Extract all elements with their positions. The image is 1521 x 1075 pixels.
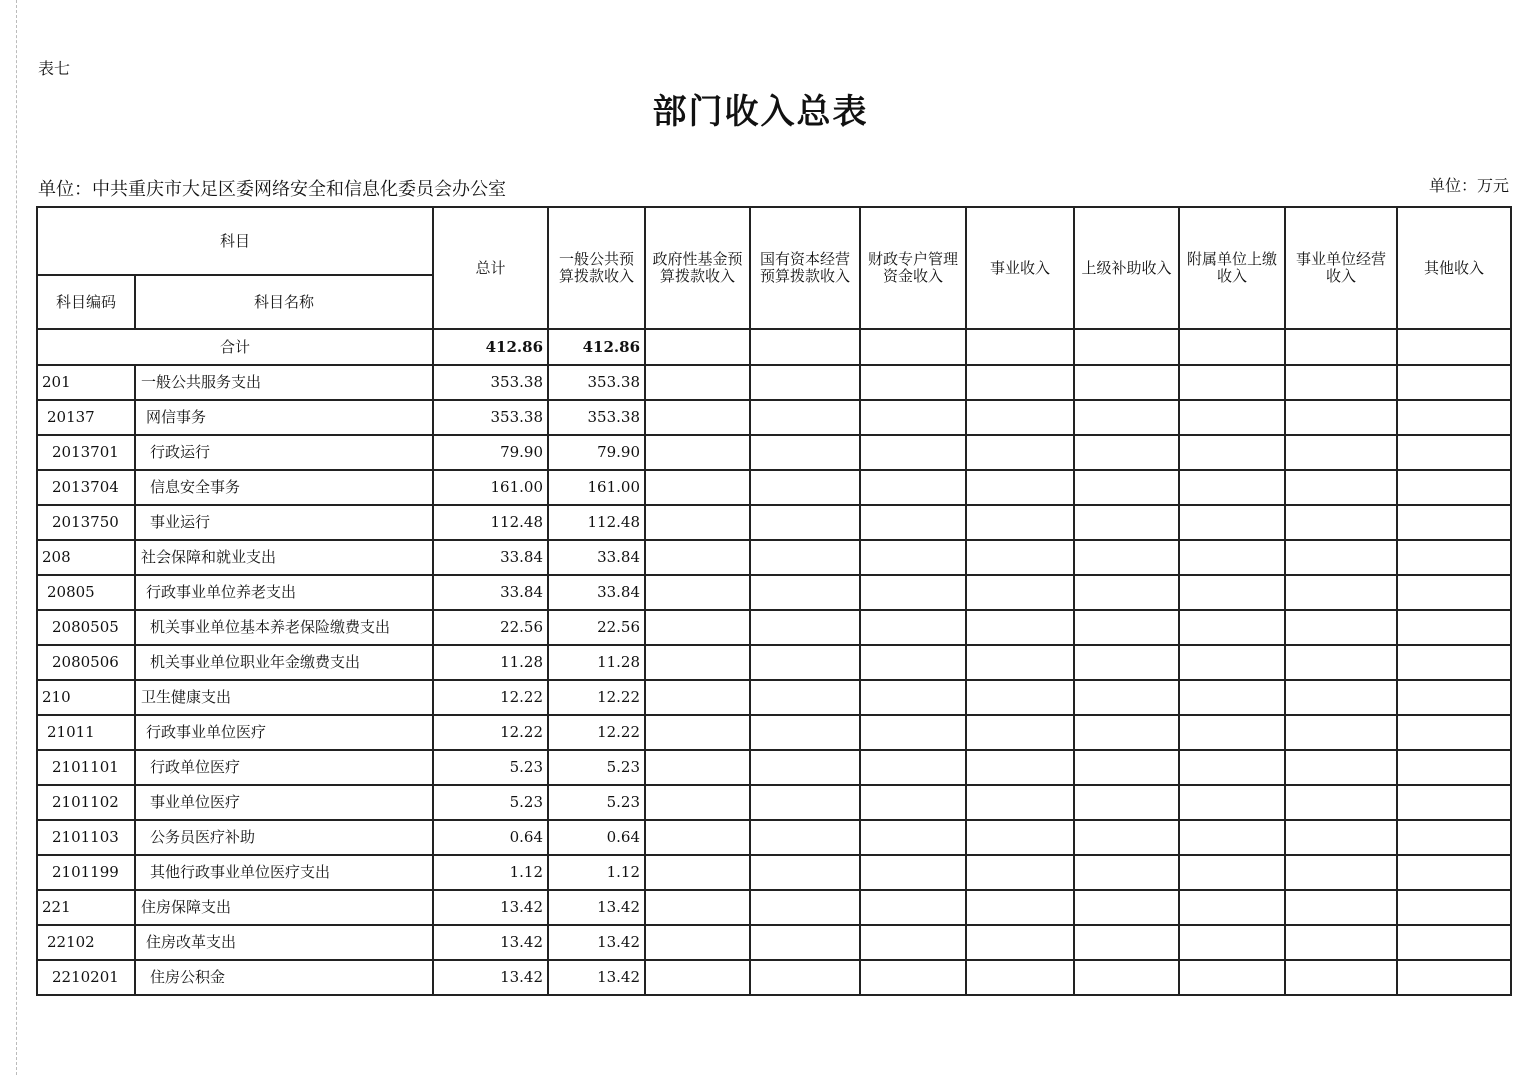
empty-cell xyxy=(1074,960,1179,995)
empty-cell xyxy=(645,610,750,645)
empty-cell xyxy=(645,645,750,680)
empty-cell xyxy=(645,750,750,785)
empty-cell xyxy=(1397,820,1511,855)
empty-cell xyxy=(750,610,860,645)
amount-total: 13.42 xyxy=(433,960,548,995)
empty-cell xyxy=(645,400,750,435)
empty-cell xyxy=(1285,365,1397,400)
empty-cell xyxy=(1397,925,1511,960)
empty-cell xyxy=(1285,329,1397,365)
empty-cell xyxy=(1179,750,1285,785)
empty-cell xyxy=(1074,435,1179,470)
empty-cell xyxy=(1397,435,1511,470)
empty-cell xyxy=(966,540,1074,575)
amount-total: 353.38 xyxy=(433,400,548,435)
amount-general-budget: 33.84 xyxy=(548,540,645,575)
subject-code: 2080505 xyxy=(37,610,135,645)
amount-general-budget: 13.42 xyxy=(548,925,645,960)
empty-cell xyxy=(645,435,750,470)
empty-cell xyxy=(966,365,1074,400)
empty-cell xyxy=(860,820,966,855)
amount-total: 12.22 xyxy=(433,715,548,750)
empty-cell xyxy=(966,715,1074,750)
subject-code: 22102 xyxy=(37,925,135,960)
empty-cell xyxy=(750,715,860,750)
subject-code: 20137 xyxy=(37,400,135,435)
empty-cell xyxy=(966,645,1074,680)
empty-cell xyxy=(1397,960,1511,995)
subject-code: 201 xyxy=(37,365,135,400)
table-row xyxy=(37,470,1511,505)
empty-cell xyxy=(1074,820,1179,855)
empty-cell xyxy=(1397,750,1511,785)
empty-cell xyxy=(966,505,1074,540)
subject-name: 事业单位医疗 xyxy=(135,785,433,820)
subject-name: 行政事业单位医疗 xyxy=(135,715,433,750)
subject-name: 卫生健康支出 xyxy=(135,680,433,715)
header-gov-fund: 政府性基金预算拨款收入 xyxy=(645,207,750,329)
empty-cell xyxy=(1074,680,1179,715)
subject-code: 2101101 xyxy=(37,750,135,785)
unit-organization: 单位：中共重庆市大足区委网络安全和信息化委员会办公室 xyxy=(38,179,506,200)
empty-cell xyxy=(750,470,860,505)
binding-margin-line xyxy=(16,0,17,1075)
header-name: 科目名称 xyxy=(135,275,433,329)
empty-cell xyxy=(750,365,860,400)
empty-cell xyxy=(860,925,966,960)
empty-cell xyxy=(1074,575,1179,610)
subject-code: 208 xyxy=(37,540,135,575)
table-row xyxy=(37,715,1511,750)
subject-name: 网信事务 xyxy=(135,400,433,435)
empty-cell xyxy=(645,890,750,925)
amount-general-budget: 5.23 xyxy=(548,785,645,820)
empty-cell xyxy=(966,435,1074,470)
empty-cell xyxy=(645,470,750,505)
empty-cell xyxy=(750,575,860,610)
header-total: 总计 xyxy=(433,207,548,329)
table-row xyxy=(37,505,1511,540)
empty-cell xyxy=(860,890,966,925)
empty-cell xyxy=(750,925,860,960)
amount-total: 79.90 xyxy=(433,435,548,470)
empty-cell xyxy=(860,960,966,995)
empty-cell xyxy=(966,855,1074,890)
subject-code: 2101199 xyxy=(37,855,135,890)
table-row xyxy=(37,890,1511,925)
empty-cell xyxy=(750,400,860,435)
empty-cell xyxy=(1397,890,1511,925)
empty-cell xyxy=(1397,610,1511,645)
subject-name: 行政单位医疗 xyxy=(135,750,433,785)
header-operating: 事业单位经营收入 xyxy=(1285,207,1397,329)
amount-general-budget: 12.22 xyxy=(548,680,645,715)
amount-total: 33.84 xyxy=(433,540,548,575)
empty-cell xyxy=(750,645,860,680)
empty-cell xyxy=(750,960,860,995)
page-title: 部门收入总表 xyxy=(652,92,869,132)
empty-cell xyxy=(1179,890,1285,925)
subject-code: 221 xyxy=(37,890,135,925)
table-row xyxy=(37,750,1511,785)
table-row xyxy=(37,365,1511,400)
subject-name: 行政事业单位养老支出 xyxy=(135,575,433,610)
empty-cell xyxy=(645,329,750,365)
amount-general-budget: 353.38 xyxy=(548,400,645,435)
amount-general-budget: 22.56 xyxy=(548,610,645,645)
total-amount: 412.86 xyxy=(433,329,548,365)
empty-cell xyxy=(1179,610,1285,645)
amount-general-budget: 161.00 xyxy=(548,470,645,505)
empty-cell xyxy=(1397,645,1511,680)
subject-name: 公务员医疗补助 xyxy=(135,820,433,855)
header-fiscal-special: 财政专户管理资金收入 xyxy=(860,207,966,329)
empty-cell xyxy=(645,785,750,820)
amount-general-budget: 11.28 xyxy=(548,645,645,680)
empty-cell xyxy=(1179,575,1285,610)
empty-cell xyxy=(1179,400,1285,435)
empty-cell xyxy=(966,960,1074,995)
empty-cell xyxy=(860,540,966,575)
empty-cell xyxy=(1179,645,1285,680)
table-row xyxy=(37,960,1511,995)
subject-code: 2210201 xyxy=(37,960,135,995)
amount-total: 22.56 xyxy=(433,610,548,645)
empty-cell xyxy=(1179,365,1285,400)
empty-cell xyxy=(966,820,1074,855)
empty-cell xyxy=(1285,820,1397,855)
amount-total: 161.00 xyxy=(433,470,548,505)
subject-code: 2013701 xyxy=(37,435,135,470)
amount-total: 353.38 xyxy=(433,365,548,400)
empty-cell xyxy=(1074,750,1179,785)
unit-currency: 单位：万元 xyxy=(1428,176,1509,195)
amount-total: 0.64 xyxy=(433,820,548,855)
table-tag: 表七 xyxy=(38,59,71,78)
empty-cell xyxy=(1179,820,1285,855)
empty-cell xyxy=(1179,785,1285,820)
empty-cell xyxy=(860,715,966,750)
empty-cell xyxy=(645,960,750,995)
empty-cell xyxy=(645,715,750,750)
empty-cell xyxy=(860,680,966,715)
empty-cell xyxy=(750,890,860,925)
empty-cell xyxy=(1285,575,1397,610)
empty-cell xyxy=(1074,925,1179,960)
empty-cell xyxy=(750,435,860,470)
subject-name: 机关事业单位基本养老保险缴费支出 xyxy=(135,610,433,645)
empty-cell xyxy=(860,645,966,680)
empty-cell xyxy=(1397,855,1511,890)
amount-general-budget: 13.42 xyxy=(548,890,645,925)
empty-cell xyxy=(1074,855,1179,890)
header-row-1 xyxy=(37,207,1511,275)
subject-code: 21011 xyxy=(37,715,135,750)
empty-cell xyxy=(645,540,750,575)
subject-name: 其他行政事业单位医疗支出 xyxy=(135,855,433,890)
subject-code: 210 xyxy=(37,680,135,715)
amount-general-budget: 1.12 xyxy=(548,855,645,890)
table-row xyxy=(37,925,1511,960)
empty-cell xyxy=(1285,890,1397,925)
empty-cell xyxy=(1397,400,1511,435)
empty-cell xyxy=(645,855,750,890)
subject-code: 2101103 xyxy=(37,820,135,855)
empty-cell xyxy=(1285,540,1397,575)
empty-cell xyxy=(1074,365,1179,400)
empty-cell xyxy=(966,329,1074,365)
empty-cell xyxy=(1285,505,1397,540)
table-row xyxy=(37,610,1511,645)
subject-name: 一般公共服务支出 xyxy=(135,365,433,400)
table-row xyxy=(37,575,1511,610)
subject-name: 住房公积金 xyxy=(135,960,433,995)
empty-cell xyxy=(1397,505,1511,540)
empty-cell xyxy=(645,575,750,610)
empty-cell xyxy=(966,575,1074,610)
table-row xyxy=(37,785,1511,820)
subject-code: 20805 xyxy=(37,575,135,610)
amount-general-budget: 13.42 xyxy=(548,960,645,995)
amount-total: 112.48 xyxy=(433,505,548,540)
empty-cell xyxy=(966,680,1074,715)
empty-cell xyxy=(750,680,860,715)
subject-name: 信息安全事务 xyxy=(135,470,433,505)
empty-cell xyxy=(1397,470,1511,505)
empty-cell xyxy=(645,925,750,960)
empty-cell xyxy=(1074,715,1179,750)
subject-name: 事业运行 xyxy=(135,505,433,540)
header-code: 科目编码 xyxy=(37,275,135,329)
empty-cell xyxy=(1179,925,1285,960)
empty-cell xyxy=(860,400,966,435)
empty-cell xyxy=(1285,645,1397,680)
empty-cell xyxy=(1179,470,1285,505)
empty-cell xyxy=(1397,329,1511,365)
header-superior-subsidy: 上级补助收入 xyxy=(1074,207,1179,329)
empty-cell xyxy=(966,925,1074,960)
empty-cell xyxy=(750,820,860,855)
empty-cell xyxy=(1179,540,1285,575)
empty-cell xyxy=(645,505,750,540)
empty-cell xyxy=(860,785,966,820)
empty-cell xyxy=(1074,400,1179,435)
subject-name: 住房改革支出 xyxy=(135,925,433,960)
empty-cell xyxy=(1179,505,1285,540)
amount-general-budget: 353.38 xyxy=(548,365,645,400)
subject-name: 行政运行 xyxy=(135,435,433,470)
amount-total: 5.23 xyxy=(433,750,548,785)
empty-cell xyxy=(750,855,860,890)
empty-cell xyxy=(1074,610,1179,645)
total-row xyxy=(37,329,1511,365)
total-general: 412.86 xyxy=(548,329,645,365)
empty-cell xyxy=(860,505,966,540)
empty-cell xyxy=(966,400,1074,435)
empty-cell xyxy=(860,575,966,610)
table-row xyxy=(37,645,1511,680)
empty-cell xyxy=(1179,680,1285,715)
empty-cell xyxy=(1285,470,1397,505)
empty-cell xyxy=(966,750,1074,785)
amount-total: 13.42 xyxy=(433,925,548,960)
amount-general-budget: 33.84 xyxy=(548,575,645,610)
empty-cell xyxy=(1397,540,1511,575)
empty-cell xyxy=(750,505,860,540)
amount-general-budget: 112.48 xyxy=(548,505,645,540)
empty-cell xyxy=(860,750,966,785)
empty-cell xyxy=(860,365,966,400)
amount-total: 11.28 xyxy=(433,645,548,680)
empty-cell xyxy=(750,750,860,785)
empty-cell xyxy=(1397,680,1511,715)
subject-code: 2013750 xyxy=(37,505,135,540)
amount-total: 12.22 xyxy=(433,680,548,715)
empty-cell xyxy=(750,540,860,575)
amount-total: 13.42 xyxy=(433,890,548,925)
empty-cell xyxy=(1179,855,1285,890)
empty-cell xyxy=(1285,435,1397,470)
header-affiliated: 附属单位上缴收入 xyxy=(1179,207,1285,329)
amount-general-budget: 12.22 xyxy=(548,715,645,750)
header-subject: 科目 xyxy=(37,207,433,275)
empty-cell xyxy=(750,329,860,365)
empty-cell xyxy=(1074,785,1179,820)
empty-cell xyxy=(1074,645,1179,680)
empty-cell xyxy=(1285,785,1397,820)
subject-name: 机关事业单位职业年金缴费支出 xyxy=(135,645,433,680)
subject-code: 2080506 xyxy=(37,645,135,680)
empty-cell xyxy=(645,820,750,855)
income-summary-table xyxy=(36,206,1512,996)
empty-cell xyxy=(860,855,966,890)
empty-cell xyxy=(860,329,966,365)
table-row xyxy=(37,540,1511,575)
empty-cell xyxy=(645,365,750,400)
empty-cell xyxy=(1179,435,1285,470)
header-state-capital: 国有资本经营预算拨款收入 xyxy=(750,207,860,329)
empty-cell xyxy=(1397,365,1511,400)
table-row xyxy=(37,855,1511,890)
empty-cell xyxy=(1397,575,1511,610)
empty-cell xyxy=(1285,855,1397,890)
empty-cell xyxy=(860,470,966,505)
empty-cell xyxy=(1074,329,1179,365)
subject-name: 住房保障支出 xyxy=(135,890,433,925)
empty-cell xyxy=(1285,925,1397,960)
table-row xyxy=(37,435,1511,470)
empty-cell xyxy=(1285,715,1397,750)
empty-cell xyxy=(645,680,750,715)
empty-cell xyxy=(1074,540,1179,575)
header-general-budget: 一般公共预算拨款收入 xyxy=(548,207,645,329)
header-business: 事业收入 xyxy=(966,207,1074,329)
empty-cell xyxy=(1074,470,1179,505)
amount-total: 5.23 xyxy=(433,785,548,820)
empty-cell xyxy=(966,890,1074,925)
empty-cell xyxy=(1285,750,1397,785)
table-row xyxy=(37,680,1511,715)
subject-name: 社会保障和就业支出 xyxy=(135,540,433,575)
amount-general-budget: 0.64 xyxy=(548,820,645,855)
empty-cell xyxy=(1285,610,1397,645)
amount-total: 1.12 xyxy=(433,855,548,890)
amount-general-budget: 5.23 xyxy=(548,750,645,785)
empty-cell xyxy=(1179,329,1285,365)
header-other: 其他收入 xyxy=(1397,207,1511,329)
empty-cell xyxy=(966,610,1074,645)
empty-cell xyxy=(1179,715,1285,750)
empty-cell xyxy=(966,785,1074,820)
empty-cell xyxy=(1074,505,1179,540)
empty-cell xyxy=(966,470,1074,505)
empty-cell xyxy=(1285,680,1397,715)
subject-code: 2013704 xyxy=(37,470,135,505)
amount-total: 33.84 xyxy=(433,575,548,610)
empty-cell xyxy=(860,435,966,470)
empty-cell xyxy=(1285,400,1397,435)
empty-cell xyxy=(750,785,860,820)
amount-general-budget: 79.90 xyxy=(548,435,645,470)
table-row xyxy=(37,820,1511,855)
table-row xyxy=(37,400,1511,435)
empty-cell xyxy=(860,610,966,645)
empty-cell xyxy=(1179,960,1285,995)
empty-cell xyxy=(1397,785,1511,820)
total-label: 合计 xyxy=(37,329,433,365)
empty-cell xyxy=(1285,960,1397,995)
subject-code: 2101102 xyxy=(37,785,135,820)
empty-cell xyxy=(1397,715,1511,750)
empty-cell xyxy=(1074,890,1179,925)
